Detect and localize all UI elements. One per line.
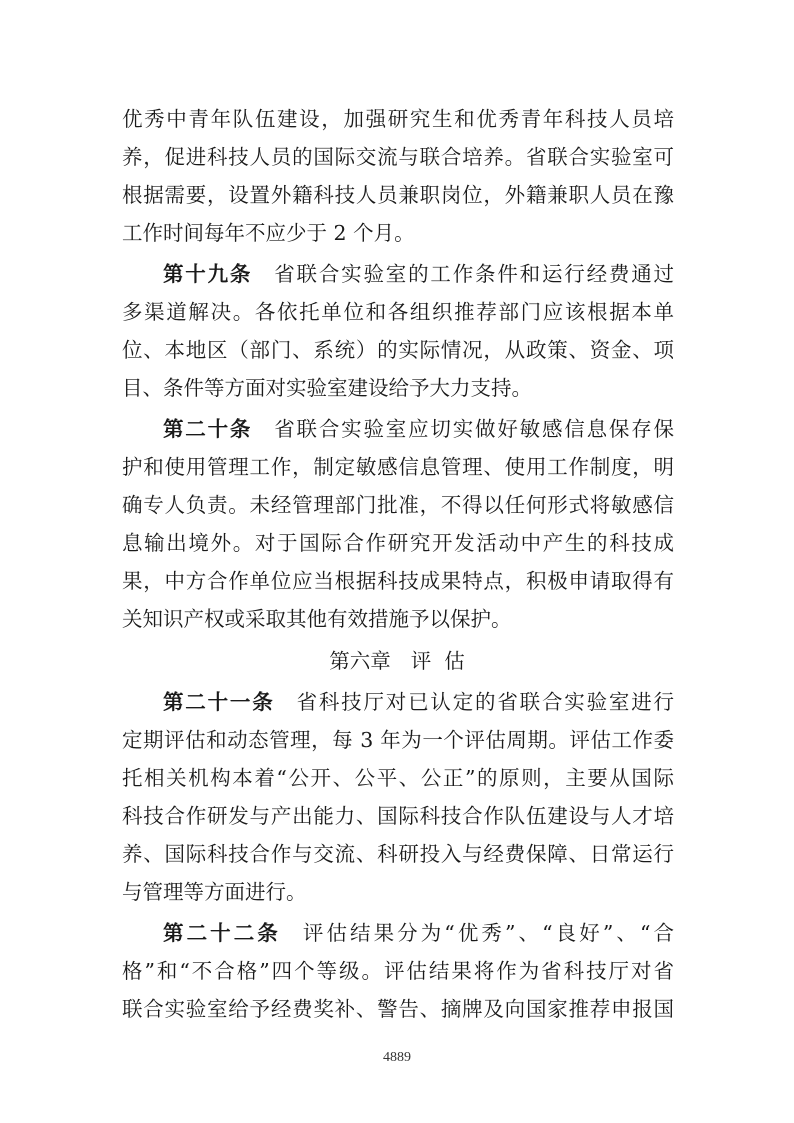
text-line: 目、条件等方面对实验室建设给予大力支持。 xyxy=(122,376,532,400)
article-22-text: 评估结果分为“优秀”、“良好”、“合 xyxy=(302,921,675,945)
text-line: 格”和“不合格”四个等级。评估结果将作为省科技厅对省 xyxy=(122,959,674,983)
text-line: 位、本地区（部门、系统）的实际情况，从政策、资金、项 xyxy=(122,338,674,362)
text-line: 确专人负责。未经管理部门批准，不得以任何形式将敏感信 xyxy=(122,493,674,517)
text-line: 护和使用管理工作，制定敏感信息管理、使用工作制度，明 xyxy=(122,455,674,479)
text-line: 定期评估和动态管理，每 3 年为一个评估周期。评估工作委 xyxy=(122,728,674,752)
text-line: 果，中方合作单位应当根据科技成果特点，积极申请取得有 xyxy=(122,569,674,593)
article-20-text: 省联合实验室应切实做好敏感信息保存保 xyxy=(274,417,675,441)
article-22-label: 第二十二条 xyxy=(163,921,281,945)
article-22-first-line xyxy=(163,914,674,952)
text-line: 优秀中青年队伍建设，加强研究生和优秀青年科技人员培 xyxy=(122,107,674,131)
article-20-first-line xyxy=(163,410,674,448)
article-19-text: 省联合实验室的工作条件和运行经费通过 xyxy=(274,262,675,286)
text-line: 科技合作研发与产出能力、国际科技合作队伍建设与人才培 xyxy=(122,804,674,828)
text-line: 托相关机构本着“公开、公平、公正”的原则，主要从国际 xyxy=(122,766,674,790)
text-line: 养，促进科技人员的国际交流与联合培养。省联合实验室可 xyxy=(122,145,674,169)
text-line: 工作时间每年不应少于 2 个月。 xyxy=(122,221,415,245)
article-19-first-line xyxy=(163,255,674,293)
article-21-label: 第二十一条 xyxy=(163,690,275,714)
article-20-label: 第二十条 xyxy=(163,417,253,441)
chapter-number: 第六章 xyxy=(329,649,391,673)
text-line: 联合实验室给予经费奖补、警告、摘牌及向国家推荐申报国 xyxy=(122,997,674,1021)
page-number: 4889 xyxy=(383,1050,411,1065)
article-21-first-line xyxy=(163,683,674,721)
chapter-title: 评 估 xyxy=(410,649,465,673)
text-line: 息输出境外。对于国际合作研究开发活动中产生的科技成 xyxy=(122,531,674,555)
text-line: 多渠道解决。各依托单位和各组织推荐部门应该根据本单 xyxy=(122,300,674,324)
article-21-text: 省科技厅对已认定的省联合实验室进行 xyxy=(296,690,675,714)
text-line: 与管理等方面进行。 xyxy=(122,880,307,904)
text-line: 根据需要，设置外籍科技人员兼职岗位，外籍兼职人员在豫 xyxy=(122,183,674,207)
chapter-heading xyxy=(0,642,794,680)
text-line: 关知识产权或采取其他有效措施予以保护。 xyxy=(122,607,512,631)
article-19-label: 第十九条 xyxy=(163,262,253,286)
text-line: 养、国际科技合作与交流、科研投入与经费保障、日常运行 xyxy=(122,842,674,866)
